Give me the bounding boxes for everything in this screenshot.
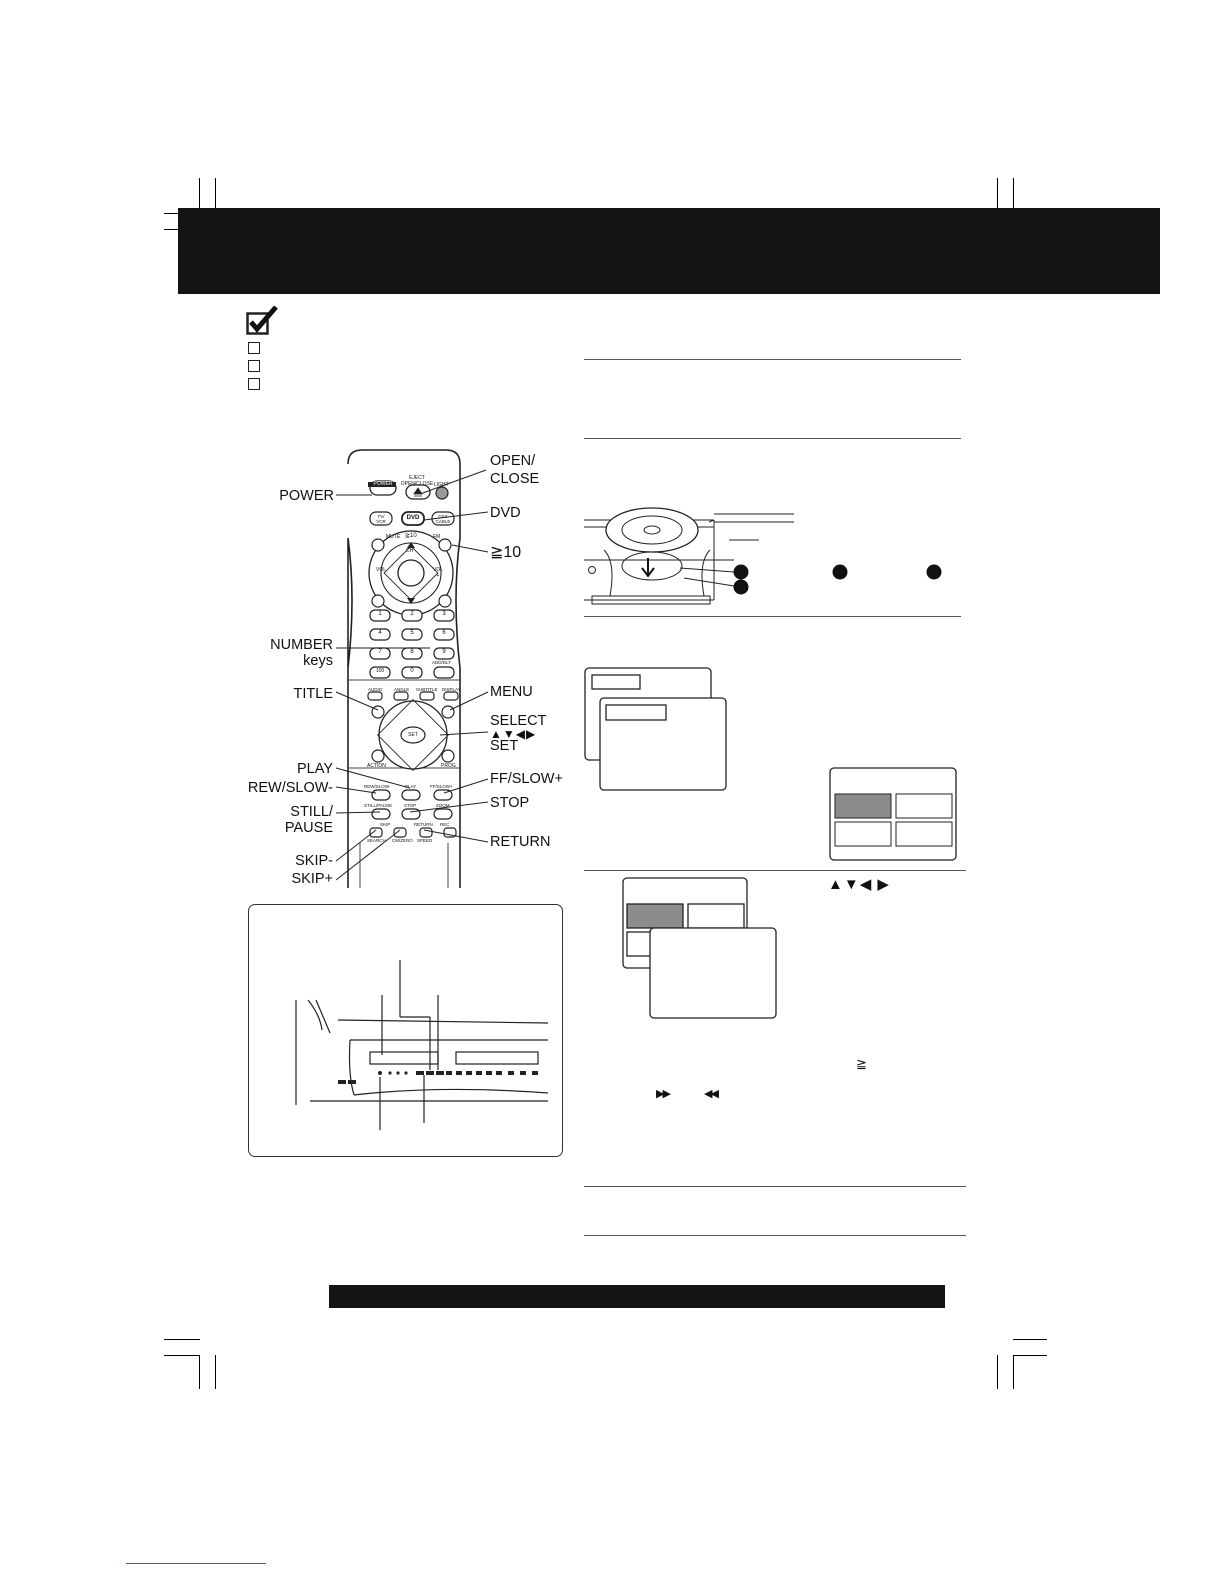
remote-cm-zero-label: CM/ZERO [392,838,413,843]
remote-speed-label: SPEED [417,838,433,843]
remote-number-key[interactable]: 6 [442,630,446,636]
remote-search-label: SEARCH [367,838,386,843]
label-select: SELECT [490,713,547,729]
label-return: RETURN [490,834,551,850]
remote-eject-button-label: EJECT OPEN/CLOSE [400,475,434,487]
remote-angle-label: ANGLE [394,687,410,692]
label-ff-slow: FF/SLOW+ [490,771,563,787]
remote-stop-label: STOP [404,803,417,808]
remote-vol-plus-button[interactable]: VOL + [433,567,444,579]
label-ge10: ≧10 [490,544,522,561]
remote-number-key[interactable]: 9 [442,649,446,655]
remote-action-label: ACTION [367,763,386,769]
label-menu: MENU [490,684,533,700]
ff-symbol: ▶▶ [656,1088,669,1100]
remote-subtitle-label: SUBTITLE [416,687,438,692]
label-still-pause: STILL/ PAUSE [284,804,333,836]
ge-symbol: ≧ [856,1056,867,1071]
label-play: PLAY [296,761,333,777]
remote-ff-slow-label: FF/SLOW+ [430,784,453,789]
remote-set-button[interactable]: SET [408,732,418,738]
remote-number-key[interactable]: 3 [442,611,446,617]
rew-symbol: ◀◀ [704,1088,717,1100]
remote-prog-label: PROG [441,763,456,769]
label-dvd: DVD [490,505,521,521]
label-power: POWER [279,488,334,504]
remote-number-key[interactable]: 7 [378,649,382,655]
remote-fm-label: FM [433,534,441,540]
bottom-link-underline [126,1563,266,1564]
step4-arrow-keys: ▲▼◀ ▶ [828,876,890,893]
label-set: SET [490,738,519,754]
remote-ch-label: CH [406,548,414,554]
label-rew-slow: REW/SLOW- [247,780,333,796]
remote-number-key[interactable]: 2 [410,611,414,617]
page-footer-bar [329,1285,945,1308]
remote-dss-cable-button[interactable]: DSS CABLE [435,514,451,524]
remote-rec-label: REC [440,822,450,827]
disc-tray-illustration [584,500,964,610]
remote-display-label: DISPLAY [442,687,461,692]
remote-tv-vcr-button[interactable]: TV/ VCR [376,514,386,524]
remote-rew-slow-label: REW/SLOW- [364,784,391,789]
remote-add-dlt-label: ADD/DLT [432,660,451,665]
remote-number-key[interactable]: 0 [410,668,414,674]
remote-still-pause-label: STILL/PAUSE [364,803,393,808]
label-number-keys: NUMBER keys [270,637,333,669]
menu-screens-step3 [580,664,970,864]
remote-number-key[interactable]: 4 [378,630,382,636]
remote-number-key[interactable]: 100 [375,668,385,674]
remote-return-label: RETURN [414,822,433,827]
label-open-close: OPEN/ CLOSE [490,453,540,487]
remote-light-button-label: LIGHT [434,482,449,488]
remote-number-key[interactable]: 1 [378,611,382,617]
remote-number-key[interactable]: 8 [410,649,414,655]
label-arrows: ▲▼◀▶ [490,727,537,741]
remote-play-label: PLAY [405,784,417,789]
label-title: TITLE [293,686,333,702]
remote-skip-label: SKIP [380,822,391,827]
remote-audio-label: AUDIO [368,687,383,692]
remote-zoom-label: ZOOM [436,803,450,808]
label-skip-minus: SKIP- [295,853,333,869]
remote-dvd-button[interactable]: DVD [406,515,420,521]
remote-number-key[interactable]: 5 [410,630,414,636]
front-panel-illustration [250,905,562,1155]
remote-vol-minus-button[interactable]: VOL - [376,567,387,579]
remote-power-button[interactable]: POWER [373,481,393,487]
menu-screens-step4 [620,874,790,1024]
label-stop: STOP [490,795,530,811]
remote-mute-label: MUTE [386,534,401,540]
remote-ge10-label: ≧10 [405,533,417,539]
label-skip-plus: SKIP+ [291,871,333,887]
